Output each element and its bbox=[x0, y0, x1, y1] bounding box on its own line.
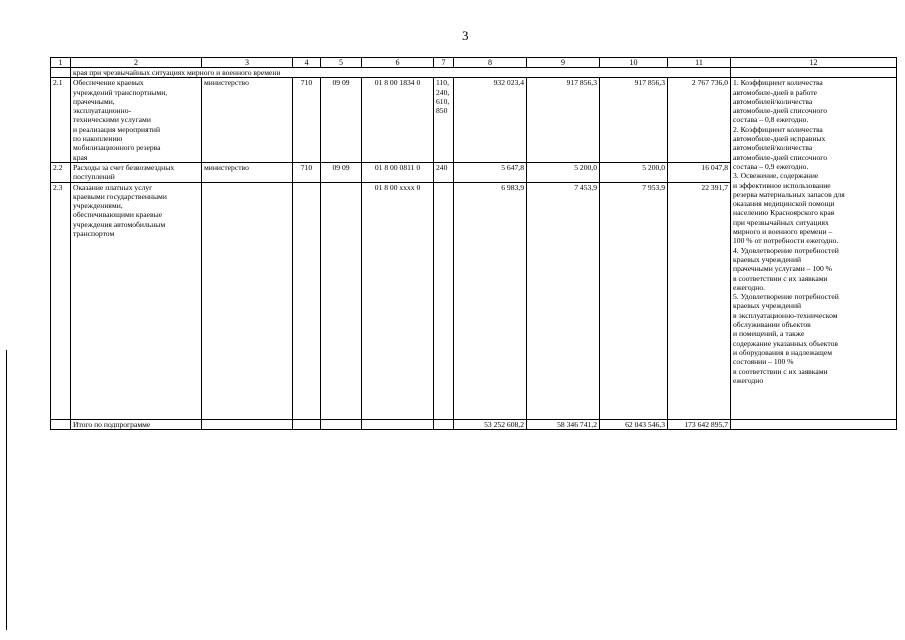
row-number: 2.3 bbox=[51, 182, 71, 419]
row-year3: 7 953,9 bbox=[600, 182, 668, 419]
row-rzpr: 09 09 bbox=[321, 162, 362, 182]
header-cell: 11 bbox=[668, 58, 731, 68]
row-total: 16 047,8 bbox=[668, 162, 731, 182]
row-vr bbox=[434, 182, 454, 419]
row-total: 2 767 736,0 bbox=[668, 78, 731, 163]
header-cell: 8 bbox=[454, 58, 527, 68]
header-cell: 10 bbox=[600, 58, 668, 68]
row-year2: 7 453,9 bbox=[527, 182, 600, 419]
total-year2: 58 346 741,2 bbox=[527, 419, 600, 429]
row-org: министерство bbox=[202, 162, 293, 182]
row-name: Обеспечение краевых учреждений транспортными, прачечными, эксплуатационно- техническими услугами и реализация мероприятий по накоплению мобилизационного резерва края bbox=[71, 78, 202, 163]
row-csr: 01 8 00 1834 0 bbox=[362, 78, 434, 163]
header-cell: 4 bbox=[293, 58, 321, 68]
header-cell: 3 bbox=[202, 58, 293, 68]
scan-edge-line bbox=[6, 350, 7, 630]
row-total: 22 391,7 bbox=[668, 182, 731, 419]
row-year3: 5 200,0 bbox=[600, 162, 668, 182]
row-rzpr bbox=[321, 182, 362, 419]
total-row bbox=[51, 419, 897, 429]
row-year3: 917 856,3 bbox=[600, 78, 668, 163]
row-org: министерство bbox=[202, 78, 293, 163]
row-csr: 01 8 00 0811 0 bbox=[362, 162, 434, 182]
row-year2: 917 856,3 bbox=[527, 78, 600, 163]
row-org bbox=[202, 182, 293, 419]
header-cell: 6 bbox=[362, 58, 434, 68]
row-number: 2.1 bbox=[51, 78, 71, 163]
header-cell: 7 bbox=[434, 58, 454, 68]
row-name: Расходы за счет безвозмездных поступлений bbox=[71, 162, 202, 182]
total-year3: 62 043 546,3 bbox=[600, 419, 668, 429]
row-vr: 110, 240, 610, 850 bbox=[434, 78, 454, 163]
row-year1: 5 647,8 bbox=[454, 162, 527, 182]
row-csr: 01 8 00 xxxx 0 bbox=[362, 182, 434, 419]
total-label: Итого по подпрограмме bbox=[71, 419, 202, 429]
row-year1: 6 983,9 bbox=[454, 182, 527, 419]
row-rzpr: 09 09 bbox=[321, 78, 362, 163]
row-vr: 240 bbox=[434, 162, 454, 182]
table-row bbox=[51, 78, 897, 163]
header-cell: 1 bbox=[51, 58, 71, 68]
page-number: 3 bbox=[462, 28, 469, 43]
row-name: Оказание платных услуг краевыми государственными учреждениями, обеспечивающими краевые учреждения автомобильным транспортом bbox=[71, 182, 202, 419]
header-cell: 12 bbox=[731, 58, 897, 68]
row-grbs: 710 bbox=[293, 162, 321, 182]
row-year1: 932 023,4 bbox=[454, 78, 527, 163]
header-cell: 9 bbox=[527, 58, 600, 68]
header-cell: 2 bbox=[71, 58, 202, 68]
indicators-cell: 1. Коэффициент количества автомобиле-дней в работе автомобилей/количества автомобиле-дней списочного состава – 0,8 ежегодно. 2. Коэффициент количества автомобиле-дней исправных автомобилей/количества автомобиле-дней списочного состава – 0,9 ежегодно. 3. Освежение, содержание и эффективное использование резерва материальных запасов для оказания медицинской помощи населению Красноярского края при чрезвычайных ситуациях мирного и военного времени – 100 % от потребности ежегодно. 4. Удовлетворение потребностей краевых учреждений прачечными услугами – 100 % в соответствии с их заявками ежегодно. 5. Удовлетворение потребностей краевых учреждений в эксплуатационно-техническом обслуживании объектов и помещений, а также содержание указанных объектов и оборудования в надлежащем состоянии – 100 % в соответствии с их заявками ежегодно bbox=[731, 78, 897, 419]
row-grbs bbox=[293, 182, 321, 419]
continuation-row bbox=[51, 68, 897, 78]
total-year1: 53 252 608,2 bbox=[454, 419, 527, 429]
total-sum: 173 642 895,7 bbox=[668, 419, 731, 429]
continuation-title: края при чрезвычайных ситуациях мирного и военного времени bbox=[71, 68, 731, 78]
row-grbs: 710 bbox=[293, 78, 321, 163]
row-year2: 5 200,0 bbox=[527, 162, 600, 182]
header-cell: 5 bbox=[321, 58, 362, 68]
subprogram-table bbox=[50, 57, 897, 430]
header-row bbox=[51, 58, 897, 68]
row-number: 2.2 bbox=[51, 162, 71, 182]
